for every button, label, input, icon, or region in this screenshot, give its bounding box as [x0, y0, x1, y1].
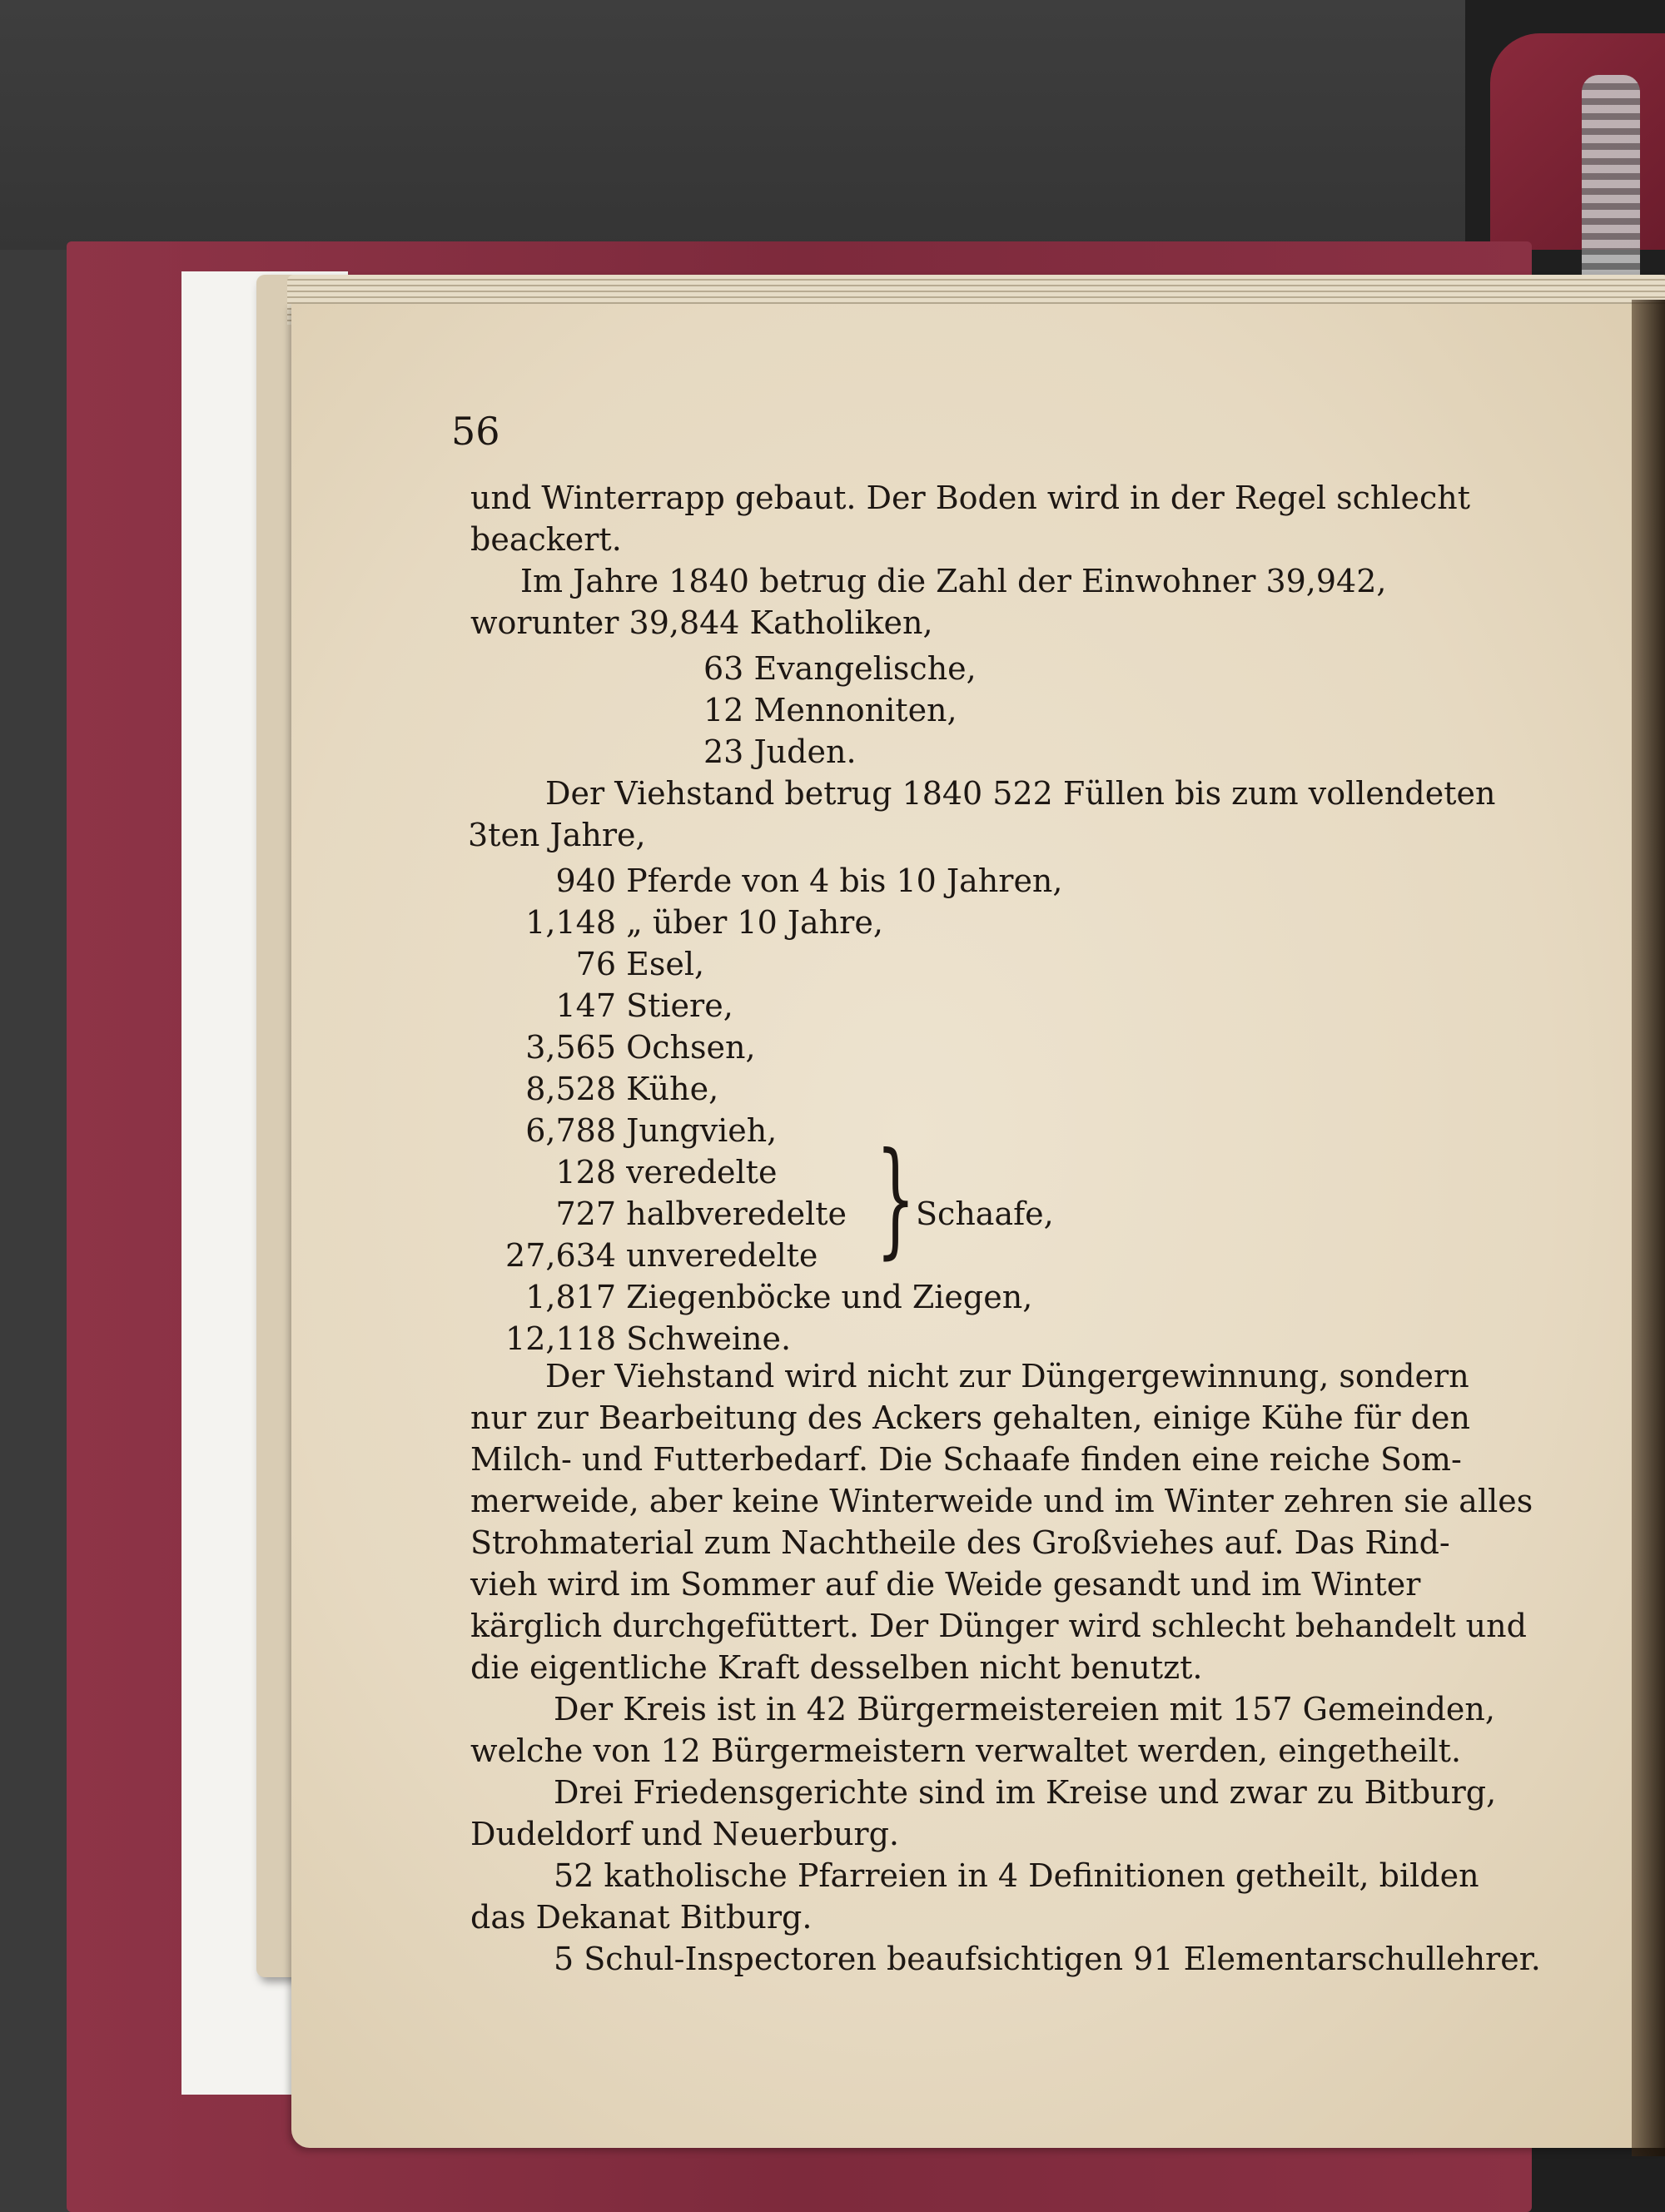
text-line: Der Kreis ist in 42 Bürgermeistereien mit 157 Gemeinden, [554, 1691, 1495, 1727]
livestock-label: veredelte [626, 1154, 778, 1191]
text-line: nur zur Bearbeitung des Ackers gehalten, einige Kühe für den [470, 1399, 1470, 1436]
population-row [703, 691, 957, 729]
livestock-count: 128 [555, 1154, 616, 1191]
text-line: Der Viehstand wird nicht zur Düngergewinnung, sondern [545, 1358, 1469, 1394]
text-line: 5 Schul-Inspectoren beaufsichtigen 91 Elementarschullehrer. [554, 1941, 1541, 1977]
livestock-count: 1,817 [525, 1279, 616, 1315]
text-line: beackert. [470, 521, 622, 558]
livestock-label: Ochsen, [626, 1029, 756, 1066]
livestock-count: 1,148 [525, 904, 616, 941]
livestock-row [450, 987, 733, 1025]
population-label: Evangelische, [753, 650, 977, 687]
population-row [703, 733, 857, 771]
livestock-label: unveredelte [626, 1237, 818, 1274]
text-line: 52 katholische Pfarreien in 4 Definitionen getheilt, bilden [554, 1857, 1479, 1894]
page-number: 56 [451, 409, 500, 454]
sheep-brace: } [876, 1126, 916, 1271]
livestock-count: 6,788 [525, 1112, 616, 1149]
livestock-label: Pferde von 4 bis 10 Jahren, [626, 862, 1063, 899]
population-count: 12 [703, 692, 744, 728]
text-line: die eigentliche Kraft desselben nicht benutzt. [470, 1649, 1203, 1686]
text-line: Strohmaterial zum Nachtheile des Großviehes auf. Das Rind- [470, 1524, 1450, 1561]
text-line: welche von 12 Bürgermeistern verwaltet werden, eingetheilt. [470, 1732, 1462, 1769]
population-count: 23 [703, 733, 744, 770]
livestock-count: 3,565 [525, 1029, 616, 1066]
population-label: Mennoniten, [753, 692, 957, 728]
livestock-row [450, 862, 1063, 900]
livestock-count: 12,118 [505, 1320, 616, 1357]
text-line: Im Jahre 1840 betrug die Zahl der Einwohner 39,942, [520, 563, 1387, 599]
population-label: Juden. [753, 733, 857, 770]
text-line: worunter 39,844 Katholiken, [470, 604, 933, 641]
text-line: und Winterrapp gebaut. Der Boden wird in der Regel schlecht [470, 480, 1470, 516]
text-line: das Dekanat Bitburg. [470, 1899, 813, 1936]
livestock-label: Schweine. [626, 1320, 792, 1357]
livestock-label: Ziegenböcke und Ziegen, [626, 1279, 1033, 1315]
livestock-label: halbveredelte [626, 1195, 847, 1232]
livestock-count: 940 [555, 862, 616, 899]
livestock-row [450, 1278, 1032, 1316]
livestock-count: 27,634 [505, 1237, 616, 1274]
text-line: 3ten Jahre, [468, 817, 646, 853]
livestock-label: Jungvieh, [626, 1112, 778, 1149]
livestock-row [450, 1070, 718, 1108]
livestock-label: Kühe, [626, 1071, 719, 1107]
population-count: 63 [703, 650, 744, 687]
livestock-row [450, 1320, 791, 1358]
livestock-row [450, 1028, 756, 1066]
text-line: kärglich durchgefüttert. Der Dünger wird schlecht behandelt und [470, 1608, 1527, 1644]
livestock-count: 727 [555, 1195, 616, 1232]
livestock-count: 147 [555, 987, 616, 1024]
livestock-count: 76 [575, 946, 616, 982]
livestock-count: 8,528 [525, 1071, 616, 1107]
sheep-group-label: Schaafe, [916, 1195, 1054, 1232]
livestock-row [450, 1236, 818, 1275]
livestock-label: Stiere, [626, 987, 733, 1024]
livestock-row [450, 1195, 847, 1233]
livestock-row [450, 903, 883, 942]
livestock-row [450, 945, 704, 983]
livestock-row [450, 1153, 777, 1191]
population-row [703, 649, 977, 688]
text-line: Der Viehstand betrug 1840 522 Füllen bis zum vollendeten [545, 775, 1496, 812]
text-line: Drei Friedensgerichte sind im Kreise und zwar zu Bitburg, [554, 1774, 1497, 1811]
livestock-label: Esel, [626, 946, 705, 982]
text-line: Milch- und Futterbedarf. Die Schaafe finden eine reiche Som- [470, 1441, 1462, 1478]
livestock-row [450, 1111, 777, 1150]
text-line: merweide, aber keine Winterweide und im Winter zehren sie alles [470, 1483, 1533, 1519]
text-line: Dudeldorf und Neuerburg. [470, 1816, 900, 1852]
livestock-label: „ über 10 Jahre, [626, 904, 883, 941]
text-line: vieh wird im Sommer auf die Weide gesandt und im Winter [470, 1566, 1421, 1603]
